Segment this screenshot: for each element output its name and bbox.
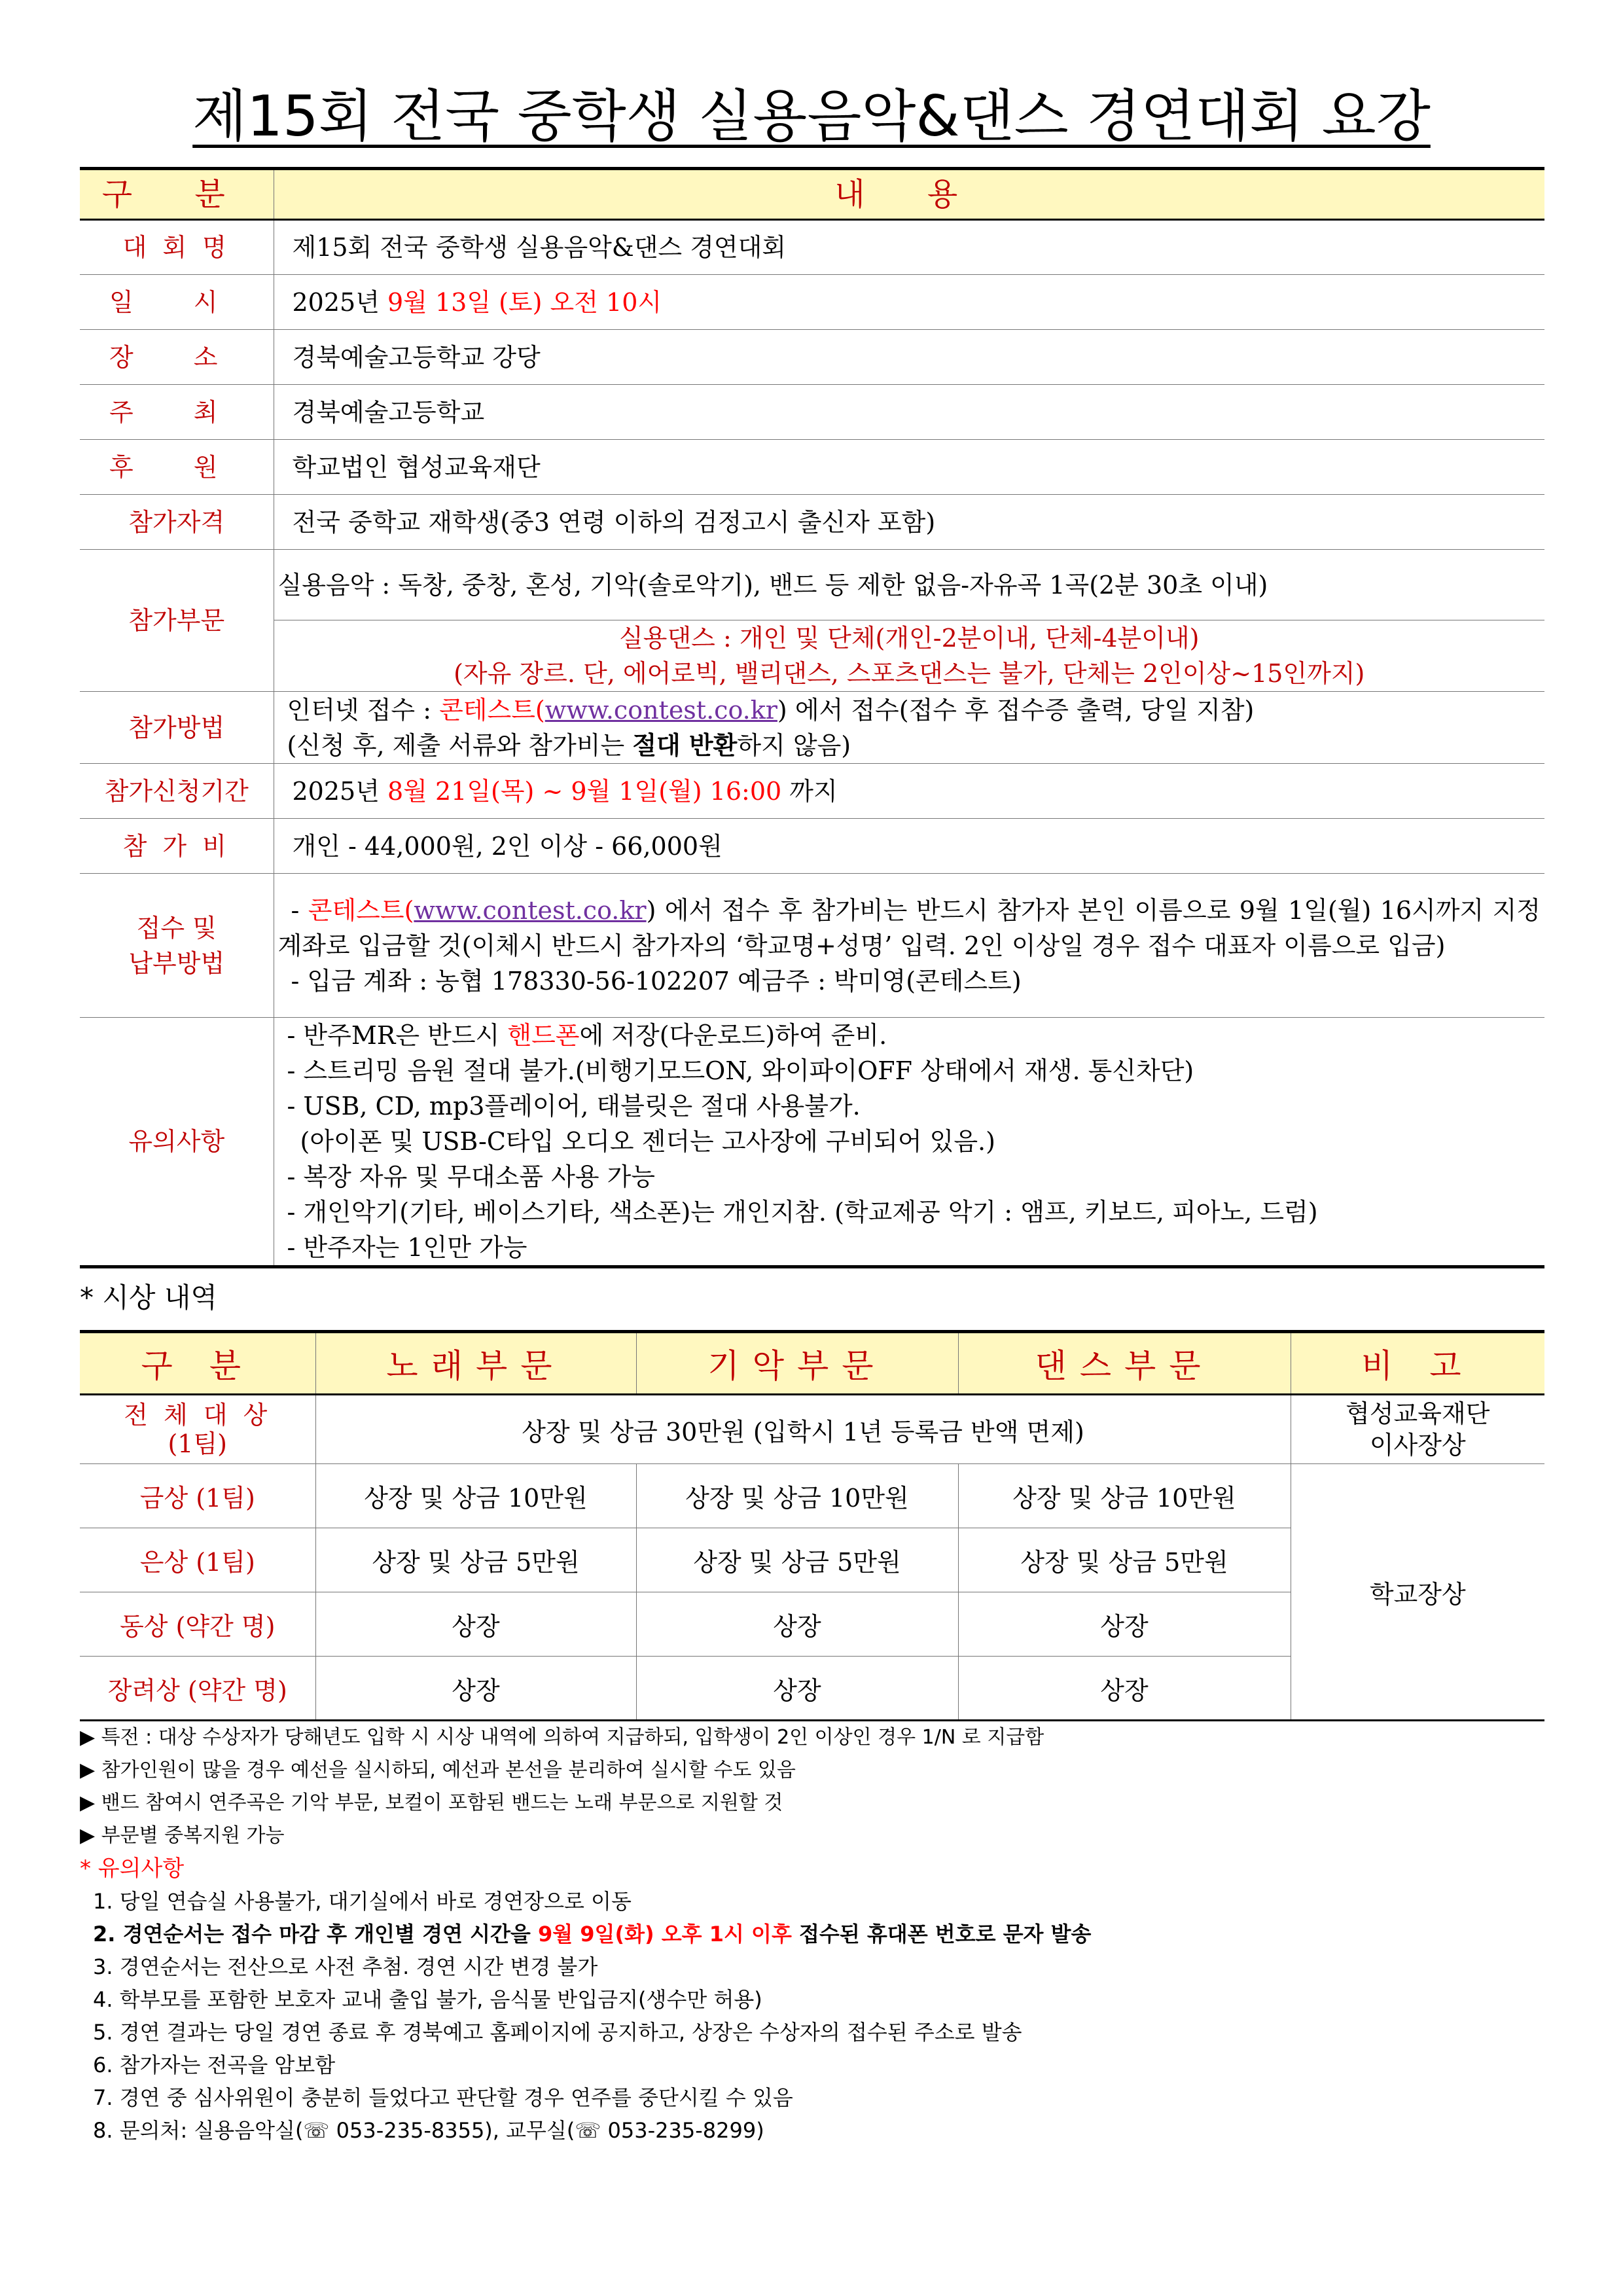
list-item: 2. 경연순서는 접수 마감 후 개인별 경연 시간을 9월 9일(화) 오후 1시 이후 접수된 휴대폰 번호로 문자 발송	[93, 1922, 1092, 1946]
list-item: ▶ 밴드 참여시 연주곡은 기악 부문, 보컬이 포함된 밴드는 노래 부문으로 지원할 것	[80, 1791, 783, 1814]
header-category: 구 분	[80, 169, 274, 220]
page-title: 제15회 전국 중학생 실용음악&댄스 경연대회 요강	[192, 84, 1431, 149]
table-row	[80, 495, 1544, 550]
header-instrument: 기악부문	[636, 1332, 958, 1395]
row-label: 접수 및 납부방법	[80, 874, 274, 1018]
table-row	[80, 620, 1544, 692]
award-label: 장려상 (약간 명)	[80, 1657, 315, 1721]
table-row	[80, 440, 1544, 495]
table-row	[80, 275, 1544, 330]
caution-list	[80, 1852, 1091, 2147]
list-item: 1. 당일 연습실 사용불가, 대기실에서 바로 경연장으로 이동	[93, 1889, 632, 1914]
list-item: 4. 학부모를 포함한 보호자 교내 출입 불가, 음식물 반입금지(생수만 허용)	[93, 1987, 762, 2012]
award-cell: 상장 및 상금 5만원	[315, 1528, 636, 1592]
list-item: ▶ 부문별 중복지원 가능	[80, 1824, 285, 1847]
table-row	[80, 819, 1544, 874]
list-item: ▶ 특전 : 대상 수상자가 당해년도 입학 시 시상 내역에 의하여 지급하되, 입학생이 2인 이상인 경우 1/N 로 지급함	[80, 1726, 1044, 1749]
eligibility: 전국 중학교 재학생(중3 연령 이하의 검정고시 출신자 포함)	[274, 495, 1544, 550]
entry-fee: 개인 - 44,000원, 2인 이상 - 66,000원	[274, 819, 1544, 874]
list-item: ▶ 참가인원이 많을 경우 예선을 실시하되, 예선과 본선을 분리하여 실시할 수도 있음	[80, 1759, 796, 1782]
row-label: 주 최	[80, 385, 274, 440]
contact-info: 8. 문의처: 실용음악실(☏ 053-235-8355), 교무실(☏ 053-235-8299)	[93, 2118, 764, 2143]
grand-prize: 상장 및 상금 30만원 (입학시 1년 등록금 반액 면제)	[315, 1395, 1291, 1464]
entry-period: 2025년 8월 21일(목) ~ 9월 1일(월) 16:00 까지	[274, 764, 1544, 819]
award-cell: 상장 및 상금 10만원	[315, 1464, 636, 1528]
row-label: 후 원	[80, 440, 274, 495]
caution-heading: * 유의사항	[80, 1856, 185, 1882]
list-item: 7. 경연 중 심사위원이 충분히 들었다고 판단할 경우 연주를 중단시킬 수 있음	[93, 2085, 793, 2110]
row-label: 참가부문	[80, 550, 274, 692]
awards-heading: * 시상 내역	[80, 1282, 217, 1314]
event-sponsor: 학교법인 협성교육재단	[274, 440, 1544, 495]
table-row	[80, 550, 1544, 620]
award-label: 동상 (약간 명)	[80, 1592, 315, 1657]
benefit-list	[80, 1721, 1044, 1852]
header-vocal: 노래부문	[315, 1332, 636, 1395]
payment-method: - 콘테스트(www.contest.co.kr) 에서 접수 후 참가비는 반드시 참가자 본인 이름으로 9월 1일(월) 16시까지 지정 계좌로 입금할 것(이체시 반드시 참가자의 ‘학교명+성명’ 입력. 2인 이상일 경우 접수 대표자 이름으로 입금) - 입금 계좌 : 농협 178330-56-102207 예금주 : 박미영(콘테스트)	[274, 874, 1544, 1018]
list-item: 6. 참가자는 전곡을 암보함	[93, 2053, 336, 2077]
event-name: 제15회 전국 중학생 실용음악&댄스 경연대회	[274, 220, 1544, 275]
award-cell: 상장	[958, 1657, 1291, 1721]
header-content: 내 용	[274, 169, 1544, 220]
award-cell: 상장	[636, 1657, 958, 1721]
table-row	[80, 692, 1544, 764]
grand-remark: 협성교육재단 이사장상	[1291, 1395, 1544, 1464]
award-label: 은상 (1팀)	[80, 1528, 315, 1592]
row-label: 대 회 명	[80, 220, 274, 275]
table-row	[80, 1018, 1544, 1267]
award-cell: 상장	[315, 1657, 636, 1721]
category-dance: 실용댄스 : 개인 및 단체(개인-2분이내, 단체-4분이내) (자유 장르. 단, 에어로빅, 밸리댄스, 스포츠댄스는 불가, 단체는 2인이상~15인까지)	[274, 620, 1544, 692]
row-label: 참가방법	[80, 692, 274, 764]
award-cell: 상장	[958, 1592, 1291, 1657]
table-row	[80, 1464, 1544, 1528]
table-header	[80, 169, 1544, 220]
category-music: 실용음악 : 독창, 중창, 혼성, 기악(솔로악기), 밴드 등 제한 없음-자유곡 1곡(2분 30초 이내)	[274, 550, 1544, 620]
event-date: 2025년 9월 13일 (토) 오전 10시	[274, 275, 1544, 330]
event-venue: 경북예술고등학교 강당	[274, 330, 1544, 385]
table-row	[80, 1395, 1544, 1464]
row-label: 장 소	[80, 330, 274, 385]
contest-info-table	[80, 167, 1544, 1268]
header-category: 구 분	[80, 1332, 315, 1395]
table-header	[80, 1332, 1544, 1395]
award-cell: 상장 및 상금 10만원	[636, 1464, 958, 1528]
list-item: 5. 경연 결과는 당일 경연 종료 후 경북예고 홈페이지에 공지하고, 상장은 수상자의 접수된 주소로 발송	[93, 2020, 1022, 2045]
award-cell: 상장	[315, 1592, 636, 1657]
award-cell: 상장 및 상금 5만원	[636, 1528, 958, 1592]
contest-link[interactable]: www.contest.co.kr	[414, 895, 647, 925]
contest-link[interactable]: www.contest.co.kr	[544, 695, 777, 725]
entry-method: 인터넷 접수 : 콘테스트(www.contest.co.kr) 에서 접수(접수 후 접수증 출력, 당일 지참) (신청 후, 제출 서류와 참가비는 절대 반환하지 않음)	[274, 692, 1544, 764]
header-dance: 댄스부문	[958, 1332, 1291, 1395]
header-remarks: 비 고	[1291, 1332, 1544, 1395]
awards-table	[80, 1330, 1544, 1721]
table-row	[80, 330, 1544, 385]
award-label: 전 체 대 상 (1팀)	[80, 1395, 315, 1464]
award-cell: 상장	[636, 1592, 958, 1657]
table-row	[80, 385, 1544, 440]
row-label: 참가자격	[80, 495, 274, 550]
table-row	[80, 764, 1544, 819]
row-label: 일 시	[80, 275, 274, 330]
school-remark: 학교장상	[1291, 1464, 1544, 1721]
award-cell: 상장 및 상금 10만원	[958, 1464, 1291, 1528]
table-row	[80, 874, 1544, 1018]
row-label: 유의사항	[80, 1018, 274, 1267]
list-item: 3. 경연순서는 전산으로 사전 추첨. 경연 시간 변경 불가	[93, 1954, 598, 1979]
event-host: 경북예술고등학교	[274, 385, 1544, 440]
notes-list: - 반주MR은 반드시 핸드폰에 저장(다운로드)하여 준비. - 스트리밍 음원 절대 불가.(비행기모드ON, 와이파이OFF 상태에서 재생. 통신차단) - USB, CD, mp3플레이어, 태블릿은 절대 사용불가. (아이폰 및 USB-C타입 오디오 젠더는 고사장에 구비되어 있음.) - 복장 자유 및 무대소품 사용 가능 - 개인악기(기타, 베이스기타, 색소폰)는 개인지참. (학교제공 악기 : 앰프, 키보드, 피아노, 드럼) - 반주자는 1인만 가능	[274, 1018, 1544, 1267]
award-label: 금상 (1팀)	[80, 1464, 315, 1528]
table-row	[80, 220, 1544, 275]
row-label: 참 가 비	[80, 819, 274, 874]
award-cell: 상장 및 상금 5만원	[958, 1528, 1291, 1592]
row-label: 참가신청기간	[80, 764, 274, 819]
